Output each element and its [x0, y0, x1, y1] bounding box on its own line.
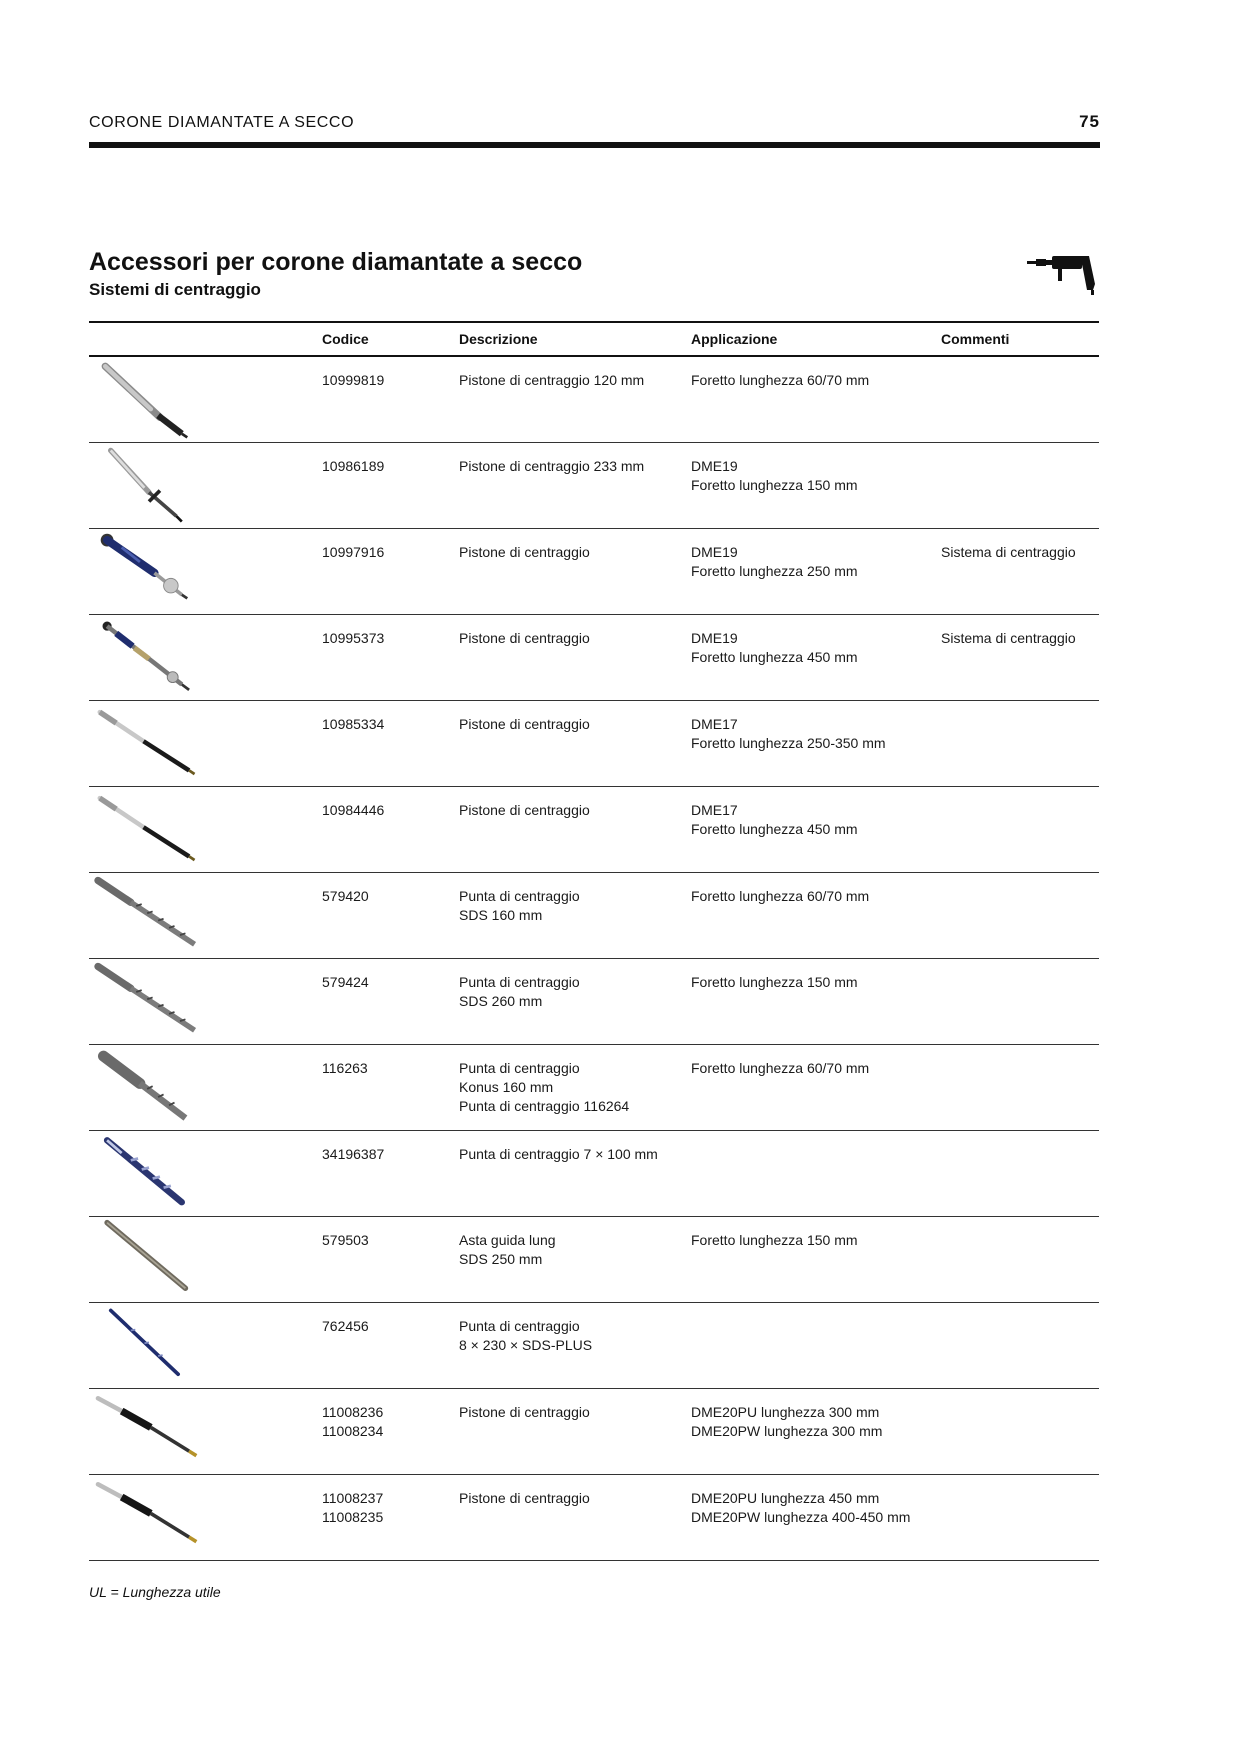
page-subtitle: Sistemi di centraggio	[89, 280, 261, 299]
table-body	[89, 357, 1099, 1561]
table-row	[89, 873, 1099, 959]
description-cell: Punta di centraggio 7 × 100 mm	[459, 1146, 658, 1162]
description-cell: Pistone di centraggio 233 mm	[459, 458, 645, 474]
product-image-sds-drill-bit	[89, 875, 209, 957]
description-cell: Asta guida lung SDS 250 mm	[459, 1232, 556, 1267]
code-cell: 762456	[322, 1318, 369, 1334]
description-cell: Pistone di centraggio	[459, 544, 590, 560]
code-cell: 579503	[322, 1232, 369, 1248]
product-image-centering-system-long	[89, 617, 209, 699]
product-image-centering-system-blue	[89, 531, 209, 613]
code-cell: 10999819	[322, 372, 385, 388]
code-cell: 10997916	[322, 544, 385, 560]
header-rule	[89, 142, 1100, 148]
table-row	[89, 959, 1099, 1045]
description-cell: Punta di centraggio 8 × 230 × SDS-PLUS	[459, 1318, 593, 1353]
table-row	[89, 1389, 1099, 1475]
code-cell: 10984446	[322, 802, 385, 818]
description-cell: Punta di centraggio SDS 160 mm	[459, 888, 580, 923]
product-image-centering-piston-black	[89, 1477, 209, 1559]
product-image-centering-piston-black	[89, 1391, 209, 1473]
page-title: Accessori per corone diamantate a secco	[89, 248, 583, 276]
application-cell: Foretto lunghezza 60/70 mm	[691, 372, 870, 388]
column-header-code: Codice	[322, 331, 369, 347]
code-cell: 34196387	[322, 1146, 385, 1162]
footnote: UL = Lunghezza utile	[89, 1584, 221, 1600]
core-drill-icon	[1025, 252, 1099, 296]
product-image-centering-piston-silver	[89, 445, 209, 527]
product-image-centering-piston-grey	[89, 359, 209, 441]
application-cell: DME17 Foretto lunghezza 450 mm	[691, 802, 858, 837]
product-table	[89, 321, 1099, 1561]
application-cell: DME20PU lunghezza 300 mm DME20PW lunghezza 300 mm	[691, 1404, 883, 1439]
description-cell: Pistone di centraggio	[459, 1490, 590, 1506]
description-cell: Pistone di centraggio 120 mm	[459, 372, 645, 388]
section-title: CORONE DIAMANTATE A SECCO	[89, 114, 355, 131]
product-image-blue-drill-bit	[89, 1133, 209, 1215]
product-image-thin-blue-drill-bit	[89, 1305, 209, 1387]
application-cell: DME19 Foretto lunghezza 250 mm	[691, 544, 858, 579]
description-cell: Punta di centraggio Konus 160 mm Punta di centraggio 116264	[459, 1060, 630, 1114]
table-row	[89, 443, 1099, 529]
description-cell: Pistone di centraggio	[459, 802, 590, 818]
table-row	[89, 1131, 1099, 1217]
table-row	[89, 357, 1099, 443]
product-image-centering-piston-thin	[89, 703, 209, 785]
description-cell: Pistone di centraggio	[459, 716, 590, 732]
table-row	[89, 1045, 1099, 1131]
code-cell: 11008236 11008234	[322, 1404, 384, 1439]
description-cell: Punta di centraggio SDS 260 mm	[459, 974, 580, 1009]
code-cell: 11008237 11008235	[322, 1490, 384, 1525]
code-cell: 579420	[322, 888, 369, 904]
application-cell: DME17 Foretto lunghezza 250-350 mm	[691, 716, 886, 751]
code-cell: 116263	[322, 1060, 368, 1076]
table-row	[89, 701, 1099, 787]
application-cell: Foretto lunghezza 60/70 mm	[691, 888, 870, 904]
product-image-centering-piston-thin	[89, 789, 209, 871]
code-cell: 579424	[322, 974, 369, 990]
column-header-comments: Commenti	[941, 331, 1010, 347]
code-cell: 10995373	[322, 630, 385, 646]
table-row	[89, 1303, 1099, 1389]
page-header	[89, 110, 1100, 150]
description-cell: Pistone di centraggio	[459, 630, 590, 646]
table-row	[89, 1217, 1099, 1303]
code-cell: 10986189	[322, 458, 385, 474]
column-header-description: Descrizione	[459, 331, 538, 347]
comments-cell: Sistema di centraggio	[941, 544, 1076, 560]
application-cell: DME20PU lunghezza 450 mm DME20PW lunghezza 400-450 mm	[691, 1490, 911, 1525]
product-image-konus-drill-bit	[89, 1047, 209, 1129]
table-row	[89, 1475, 1099, 1561]
product-image-sds-drill-bit	[89, 961, 209, 1043]
product-image-guide-rod	[89, 1219, 209, 1301]
page-number: 75	[1079, 112, 1100, 131]
code-cell: 10985334	[322, 716, 385, 732]
application-cell: Foretto lunghezza 150 mm	[691, 1232, 858, 1248]
comments-cell: Sistema di centraggio	[941, 630, 1076, 646]
table-header	[89, 321, 1099, 357]
table-row	[89, 787, 1099, 873]
description-cell: Pistone di centraggio	[459, 1404, 590, 1420]
application-cell: Foretto lunghezza 60/70 mm	[691, 1060, 870, 1076]
column-header-application: Applicazione	[691, 331, 778, 347]
application-cell: DME19 Foretto lunghezza 450 mm	[691, 630, 858, 665]
application-cell: Foretto lunghezza 150 mm	[691, 974, 858, 990]
table-row	[89, 529, 1099, 615]
table-row	[89, 615, 1099, 701]
application-cell: DME19 Foretto lunghezza 150 mm	[691, 458, 858, 493]
